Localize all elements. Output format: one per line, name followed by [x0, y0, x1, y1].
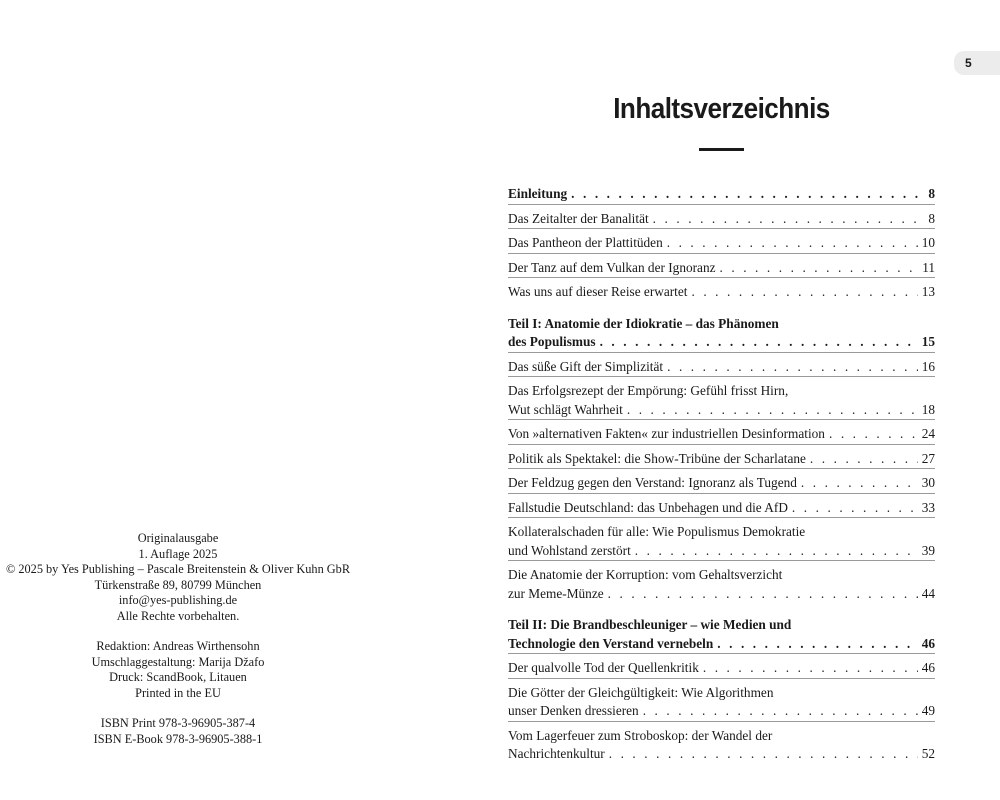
toc-entry-title: Das Zeitalter der Banalität [508, 210, 649, 226]
toc-page-number: 46 [921, 660, 935, 675]
toc-chapter-entry [508, 566, 935, 603]
toc-entry-title: Einleitung [508, 186, 568, 201]
toc-chapter-entry [508, 210, 935, 230]
toc-page-number: 44 [921, 585, 935, 601]
toc-entry-title: Fallstudie Deutschland: das Unbehagen und die AfD [508, 499, 788, 515]
dot-leader [635, 542, 918, 561]
toc-separator [508, 253, 935, 254]
toc-entry-title: Was uns auf dieser Reise erwartet [508, 284, 688, 299]
toc-entry-title: zur Meme-Münze [508, 585, 604, 601]
toc-page-number: 8 [928, 210, 935, 226]
dot-leader [600, 333, 918, 352]
dot-leader [609, 745, 918, 764]
toc-part-entry [508, 315, 935, 353]
toc-separator [508, 517, 935, 518]
title-rule [699, 148, 744, 151]
dot-leader [720, 259, 919, 278]
dot-leader [703, 659, 918, 678]
toc-separator [508, 228, 935, 229]
toc-entry-title: Technologie den Verstand vernebeln [508, 635, 714, 651]
toc-entry-title-line: Kollateralschaden für alle: Wie Populismus Demokratie [508, 524, 806, 539]
imprint-line: Türkenstraße 89, 80799 München [94, 577, 262, 592]
page-number-tab: 5 [954, 51, 1000, 75]
toc-entry-title: Das Pantheon der Plattitüden [508, 235, 663, 250]
imprint-line: Printed in the EU [135, 685, 221, 700]
toc-entry-title-line: Teil I: Anatomie der Idiokratie – das Phänomen [508, 315, 779, 331]
dot-leader [627, 401, 918, 420]
dot-leader [643, 702, 918, 721]
toc-chapter-entry [508, 474, 935, 494]
toc-entry-title: Das süße Gift der Simplizität [508, 358, 664, 374]
dot-leader [792, 499, 918, 518]
dot-leader [810, 450, 918, 469]
toc-page-number: 27 [921, 450, 935, 466]
toc-entry-title: des Populismus [508, 334, 596, 349]
toc-chapter-entry [508, 234, 935, 254]
toc-entry-title: und Wohlstand zerstört [508, 542, 631, 558]
imprint-line: 1. Auflage 2025 [138, 546, 218, 561]
toc-separator [508, 419, 935, 420]
toc-chapter-entry [508, 259, 935, 279]
toc-separator [508, 653, 935, 654]
imprint-line: Redaktion: Andreas Wirthensohn [96, 639, 260, 653]
toc-chapter-entry [508, 499, 935, 519]
toc-page-number: 30 [921, 475, 935, 490]
toc-chapter-entry [508, 659, 935, 679]
dot-leader [667, 234, 918, 253]
toc-separator [508, 204, 935, 205]
toc-entry-title: unser Denken dressieren [508, 703, 639, 718]
dot-leader [801, 474, 918, 493]
toc-page-number: 52 [921, 746, 935, 761]
toc-separator [508, 560, 935, 561]
toc-page-number: 13 [921, 284, 935, 299]
toc-page-number: 33 [921, 499, 935, 515]
toc-entry-title: Wut schlägt Wahrheit [508, 401, 623, 417]
toc-intro-entry [508, 185, 935, 205]
toc-part-entry [508, 616, 935, 654]
toc-entry-title-line: Teil II: Die Brandbeschleuniger – wie Medien und [508, 617, 792, 632]
toc-page-number: 8 [928, 186, 935, 201]
toc-separator [508, 444, 935, 445]
toc-chapter-entry [508, 425, 935, 445]
toc-entry-title: Der Tanz auf dem Vulkan der Ignoranz [508, 259, 716, 275]
toc-separator [508, 277, 935, 278]
toc-separator [508, 493, 935, 494]
imprint-line: © 2025 by Yes Publishing – Pascale Breitenstein & Oliver Kuhn GbR [5, 562, 351, 576]
toc-chapter-entry [508, 684, 935, 722]
dot-leader [717, 635, 917, 654]
imprint-line: Druck: ScandBook, Litauen [109, 670, 247, 684]
toc-entry-title-line: Das Erfolgsrezept der Empörung: Gefühl frisst Hirn, [508, 383, 789, 398]
toc-separator [508, 678, 935, 679]
toc-chapter-entry [508, 283, 935, 302]
toc-entry-title: Nachrichtenkultur [508, 746, 605, 761]
imprint-line: info@yes-publishing.de [118, 593, 238, 607]
toc-entry-title: Politik als Spektakel: die Show-Tribüne der Scharlatane [508, 450, 806, 466]
toc-page-number: 46 [921, 635, 935, 651]
imprint-line: Alle Rechte vorbehalten. [116, 608, 240, 623]
dot-leader [653, 210, 925, 229]
toc-page-number: 49 [921, 703, 935, 718]
toc-page-number: 24 [921, 426, 935, 441]
toc-entry-title: Der qualvolle Tod der Quellenkritik [508, 660, 699, 675]
toc-entry-title: Der Feldzug gegen den Verstand: Ignoranz als Tugend [508, 475, 797, 490]
toc-entry-title: Von »alternativen Fakten« zur industriellen Desinformation [508, 426, 825, 441]
dot-leader [571, 185, 924, 204]
toc-page-number: 11 [922, 259, 935, 275]
toc-separator [508, 352, 935, 353]
table-of-contents [508, 185, 935, 769]
toc-page-number: 15 [921, 334, 935, 349]
toc-chapter-entry [508, 450, 935, 470]
toc-title: Inhaltsverzeichnis [613, 93, 830, 125]
imprint-line: Umschlaggestaltung: Marija Džafo [91, 654, 265, 669]
imprint-spacer [0, 701, 356, 716]
toc-separator [508, 376, 935, 377]
toc-entry-title-line: Die Anatomie der Korruption: vom Gehaltsverzicht [508, 567, 783, 582]
dot-leader [691, 283, 917, 302]
toc-page-number: 16 [921, 358, 935, 374]
dot-leader [608, 585, 918, 604]
toc-entry-title-line: Die Götter der Gleichgültigkeit: Wie Algorithmen [508, 684, 774, 700]
imprint-spacer [0, 624, 356, 639]
toc-page-number: 18 [921, 401, 935, 417]
toc-separator [508, 468, 935, 469]
toc-entry-title-line: Vom Lagerfeuer zum Stroboskop: der Wandel der [508, 727, 773, 743]
toc-page-number: 10 [921, 235, 935, 250]
imprint-line: Originalausgabe [137, 531, 219, 545]
imprint-line: ISBN E-Book 978-3-96905-388-1 [93, 731, 263, 746]
imprint-block [0, 531, 356, 747]
dot-leader [829, 425, 918, 444]
toc-chapter-entry [508, 727, 935, 764]
toc-separator [508, 721, 935, 722]
dot-leader [667, 358, 918, 377]
toc-chapter-entry [508, 358, 935, 378]
toc-chapter-entry [508, 523, 935, 561]
imprint-line: ISBN Print 978-3-96905-387-4 [100, 716, 256, 730]
toc-chapter-entry [508, 382, 935, 420]
toc-page-number: 39 [921, 542, 935, 558]
